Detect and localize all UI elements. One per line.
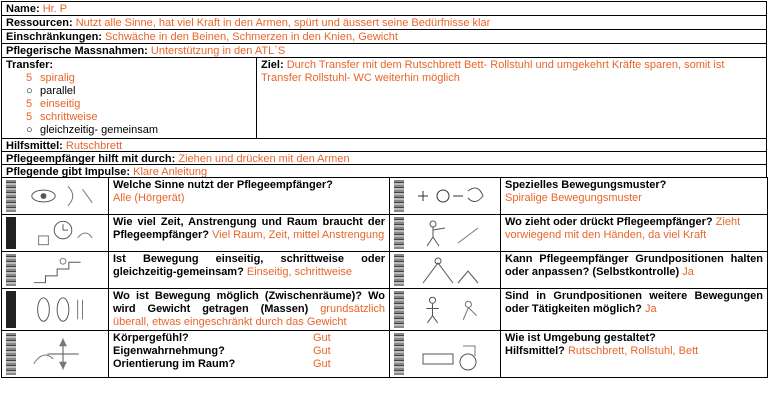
name-value: Hr. P [42, 3, 68, 15]
right-q3: Kann Pflegeempfänger Grundpositionen halten oder anpassen? (Selbstkontrolle) Ja [501, 252, 768, 289]
left-q3: Ist Bewegung einseitig, schrittweise oder gleichzeitig-gemeinsam? Einseitig, schrittweise [109, 252, 390, 289]
environment-sketch-icon [390, 331, 501, 378]
impulse-row [1, 164, 767, 178]
ressourcen-value: Nutzt alle Sinne, hat viel Kraft in den Armen, spürt und äussert seine Bedürfnisse klar [75, 17, 491, 29]
ressourcen-row [1, 15, 767, 30]
transfer-cell [1, 57, 257, 139]
transfer-item: ○ gleichzeitig- gemeinsam [26, 124, 158, 136]
transfer-item: 5 schrittweise [26, 111, 98, 123]
left-q5: Körpergefühl? Gut Eigenwahrnehmung? Gut Orientierung im Raum? Gut [109, 331, 390, 378]
right-q1: Spezielles Bewegungsmuster? Spiralige Bewegungsmuster [501, 178, 768, 215]
positions-sketch-icon [390, 289, 501, 331]
transfer-label: Transfer: [6, 59, 54, 71]
table-row [2, 331, 768, 378]
left-q2: Wie viel Zeit, Anstrengung und Raum braucht der Pflegeempfänger? Viel Raum, Zeit, mittel Anstrengung [109, 215, 390, 252]
left-q4: Wo ist Bewegung möglich (Zwischenräume)? Wo wird Gewicht getragen (Massen) grundsätzlich überall, etwas eingeschränkt durch das Gewicht [109, 289, 390, 331]
ressourcen-label: Ressourcen: [6, 17, 73, 29]
table-row [2, 289, 768, 331]
table-row [2, 178, 768, 215]
table-row [2, 252, 768, 289]
hilft-label: Pflegeempfänger hilft mit durch: [6, 153, 176, 165]
right-q5: Wie ist Umgebung gestaltet? Hilfsmittel? Rutschbrett, Rollstuhl, Bett [501, 331, 768, 378]
clock-sketch-icon [2, 215, 109, 252]
ziel-label: Ziel: [261, 59, 284, 71]
massnahmen-label: Pflegerische Massnahmen: [6, 45, 148, 57]
transfer-list [6, 72, 252, 137]
push-pull-sketch-icon [390, 215, 501, 252]
eye-sketch-icon [2, 178, 109, 215]
ziel-cell [256, 57, 767, 139]
einschraenkungen-value: Schwäche in den Beinen, Schmerzen in den Knien, Gewicht [105, 31, 398, 43]
hilfsmittel-value: Rutschbrett [65, 140, 123, 152]
left-q1: Welche Sinne nutzt der Pflegeempfänger? Alle (Hörgerät) [109, 178, 390, 215]
hilft-row [1, 151, 767, 165]
impulse-label: Pflegende gibt Impulse: [6, 166, 131, 178]
name-row [1, 1, 767, 16]
stairs-sketch-icon [2, 252, 109, 289]
right-q2: Wo zieht oder drückt Pflegeempfänger? Zieht vorwiegend mit den Händen, da viel Kraft [501, 215, 768, 252]
movement-pattern-sketch-icon [390, 178, 501, 215]
name-label: Name: [6, 3, 40, 15]
ziel-value: Durch Transfer mit dem Rutschbrett Bett- Rollstuhl und umgekehrt Kräfte sparen, somit ist Transfer Rollstuhl- WC weiterhin möglich [261, 59, 725, 84]
kinaesthetics-form [1, 1, 767, 408]
einschraenkungen-label: Einschränkungen: [6, 31, 102, 43]
transfer-item: 5 spiralig [26, 72, 75, 84]
compass-sketch-icon [2, 331, 109, 378]
hilft-value: Ziehen und drücken mit den Armen [178, 153, 350, 165]
impulse-value: Klare Anleitung [133, 166, 208, 178]
transfer-item: 5 einseitig [26, 98, 81, 110]
massnahmen-value: Unterstützung in den ATL`S [150, 45, 286, 57]
table-row [2, 215, 768, 252]
body-masses-sketch-icon [2, 289, 109, 331]
concept-table [1, 177, 768, 378]
transfer-item: ○ parallel [26, 85, 76, 97]
einschraenkungen-row [1, 29, 767, 44]
hilfsmittel-label: Hilfsmittel: [6, 140, 63, 152]
posture-sketch-icon [390, 252, 501, 289]
right-q4: Sind in Grundpositionen weitere Bewegungen oder Tätigkeiten möglich? Ja [501, 289, 768, 331]
hilfsmittel-row [1, 138, 767, 152]
massnahmen-row [1, 43, 767, 58]
